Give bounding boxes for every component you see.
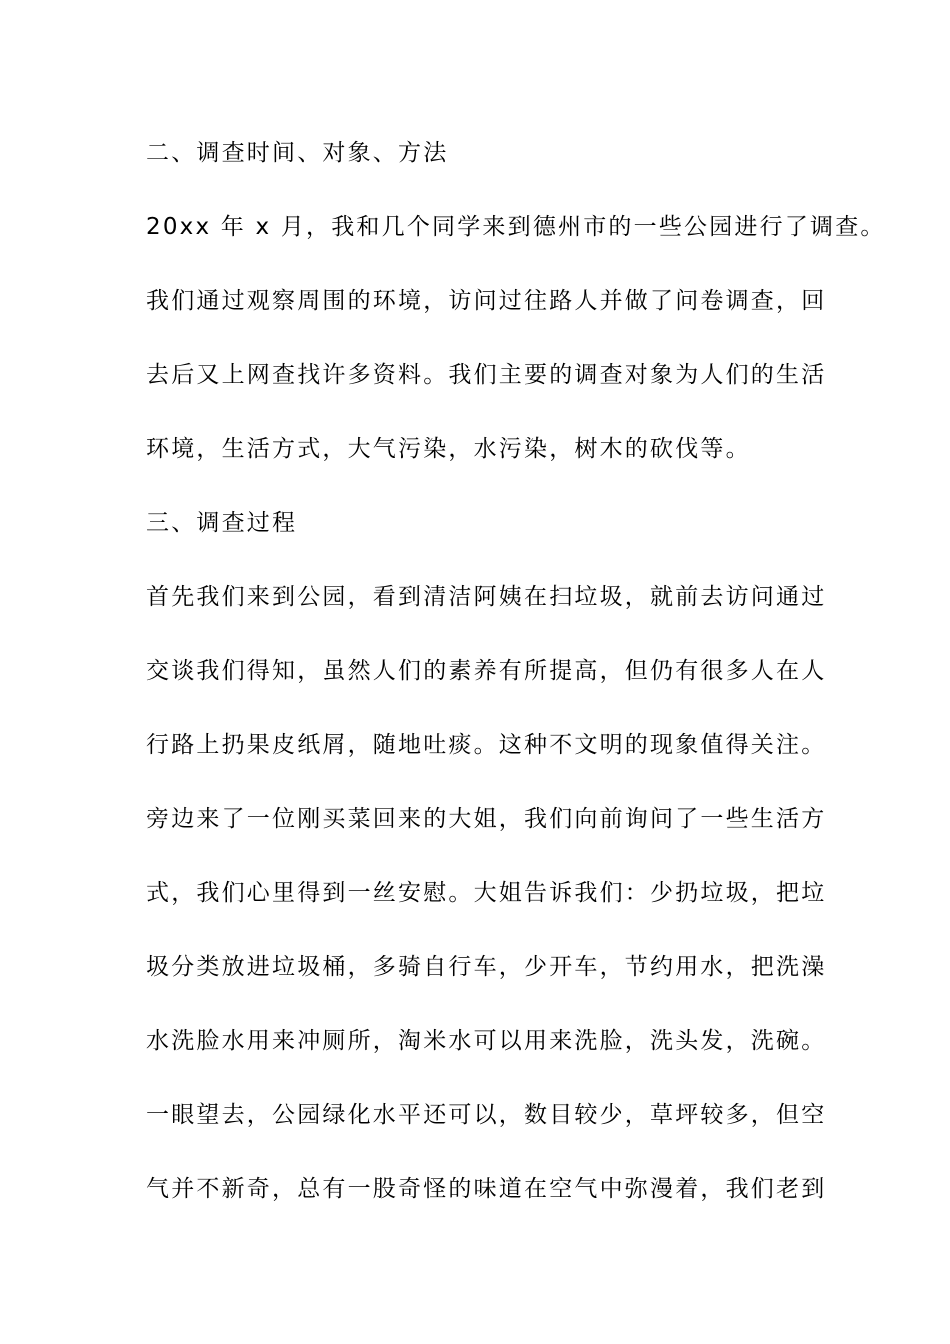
paragraph-line: 水洗脸水用来冲厕所，淘米水可以用来洗脸，洗头发，洗碗。 [146,1028,827,1054]
section-heading-3: 三、调查过程 [146,510,298,536]
paragraph-line: 环境，生活方式，大气污染，水污染，树木的砍伐等。 [146,436,751,462]
paragraph-line: 交谈我们得知，虽然人们的素养有所提高，但仍有很多人在人 [146,658,827,684]
paragraph-line: 一眼望去，公园绿化水平还可以，数目较少，草坪较多，但空 [146,1102,827,1128]
paragraph-line: 行路上扔果皮纸屑，随地吐痰。这种不文明的现象值得关注。 [146,732,827,758]
paragraph-line: 首先我们来到公园，看到清洁阿姨在扫垃圾，就前去访问通过 [146,584,827,610]
paragraph-line: 我们通过观察周围的环境，访问过往路人并做了问卷调查，回 [146,288,827,314]
paragraph-line: 式，我们心里得到一丝安慰。大姐告诉我们：少扔垃圾，把垃 [146,880,827,906]
paragraph-line: 旁边来了一位刚买菜回来的大姐，我们向前询问了一些生活方 [146,806,827,832]
paragraph-line: 圾分类放进垃圾桶，多骑自行车，少开车，节约用水，把洗澡 [146,954,827,980]
paragraph-line: 去后又上网查找许多资料。我们主要的调查对象为人们的生活 [146,362,827,388]
paragraph-line: 20xx 年 x 月，我和几个同学来到德州市的一些公园进行了调查。 [146,214,886,240]
section-heading-2: 二、调查时间、对象、方法 [146,140,449,166]
paragraph-line: 气并不新奇，总有一股奇怪的味道在空气中弥漫着，我们老到 [146,1176,827,1202]
